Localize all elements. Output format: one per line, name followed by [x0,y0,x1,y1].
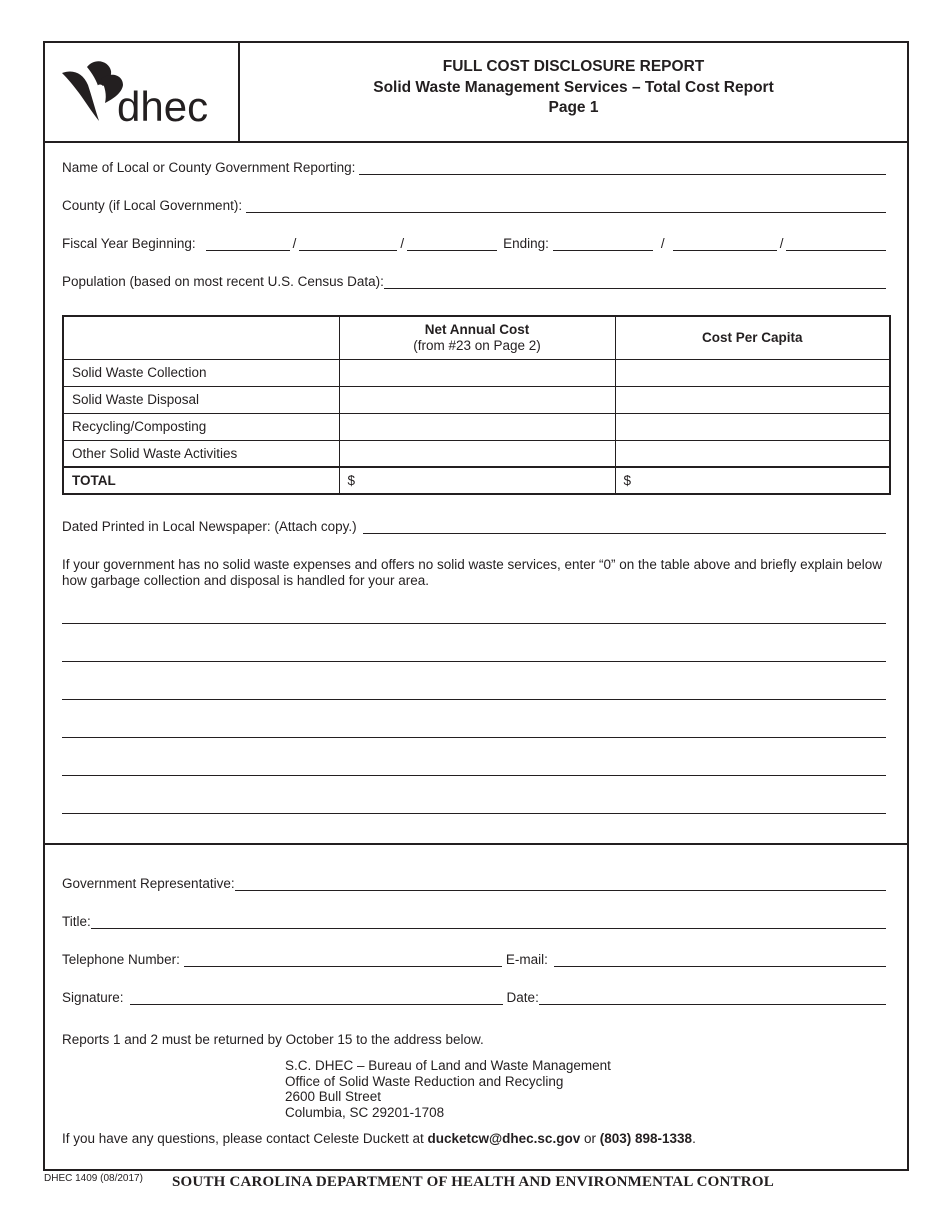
newspaper-row [62,516,886,534]
cost-per-capita-cell[interactable] [615,413,890,440]
agency-name: SOUTH CAROLINA DEPARTMENT OF HEALTH AND ENVIRONMENTAL CONTROL [172,1174,774,1190]
explanation-line[interactable] [62,699,886,700]
cost-per-capita-cell[interactable] [615,386,890,413]
contact-phone[interactable]: (803) 898-1338 [599,1131,693,1146]
table-row [63,413,890,440]
svg-text:dhec: dhec [117,83,209,125]
cost-per-capita-header: Cost Per Capita [615,316,890,359]
fiscal-ending-label: Ending: [503,236,549,251]
row-label: Other Solid Waste Activities [63,440,339,467]
net-annual-cost-cell[interactable] [339,386,615,413]
address-line: S.C. DHEC – Bureau of Land and Waste Management [285,1058,611,1073]
signature-date-row [62,987,886,1005]
representative-row [62,873,886,891]
explanation-line[interactable] [62,775,886,776]
fiscal-end-month-field[interactable] [553,237,653,251]
population-row [62,271,886,289]
table-row [63,386,890,413]
row-label: Recycling/Composting [63,413,339,440]
form-number: DHEC 1409 (08/2017) [44,1173,143,1184]
representative-label: Government Representative: [62,876,235,891]
address-line: Columbia, SC 29201-1708 [285,1104,445,1120]
telephone-field[interactable] [184,953,502,967]
county-row [62,195,886,213]
signature-label: Signature: [62,990,124,1005]
page-number: Page 1 [548,99,599,116]
report-title: FULL COST DISCLOSURE REPORT [442,58,705,75]
dhec-logo [59,59,224,125]
net-annual-cost-cell[interactable] [339,359,615,386]
explanation-line[interactable] [62,737,886,738]
fiscal-end-year-field[interactable] [786,237,886,251]
date-field[interactable] [539,991,886,1005]
total-label: TOTAL [63,467,339,494]
total-row [63,467,890,494]
row-label: Solid Waste Disposal [63,386,339,413]
table-row [63,440,890,467]
table-header-row [63,316,890,359]
net-annual-cost-header: Net Annual Cost (from #23 on Page 2) [339,316,615,359]
report-subtitle: Solid Waste Management Services – Total Cost Report [373,78,774,96]
explanation-line[interactable] [62,661,886,662]
population-label: Population (based on most recent U.S. Census Data): [62,274,384,289]
total-net-annual-cost-cell[interactable]: $ [339,467,615,494]
report-title-block [240,57,907,119]
form-header [45,43,907,143]
fiscal-begin-day-field[interactable] [299,237,397,251]
explanation-line[interactable] [62,623,886,624]
cost-per-capita-cell[interactable] [615,359,890,386]
title-label: Title: [62,914,91,929]
fiscal-begin-year-field[interactable] [407,237,497,251]
table-header-blank [63,316,339,359]
date-label: Date: [506,990,539,1005]
email-label: E-mail: [505,952,548,967]
total-cost-per-capita-cell[interactable]: $ [615,467,890,494]
instructions-text: If your government has no solid waste expenses and offers no solid waste services, enter “0” on the table above and briefly explain below how garbage collection and disposal is handled for your area. [62,557,882,588]
government-name-label: Name of Local or County Government Reporting: [62,160,356,175]
fiscal-year-row: Fiscal Year Beginning: / / Ending: / / [62,233,886,251]
county-label: County (if Local Government): [62,198,243,213]
telephone-label: Telephone Number: [62,952,180,967]
form-frame [43,41,909,1171]
fiscal-year-label: Fiscal Year Beginning: [62,236,196,251]
title-field[interactable] [91,915,886,929]
contact-info: If you have any questions, please contact Celeste Duckett at ducketcw@dhec.sc.gov or (803) 898-1338. [62,1131,696,1146]
section-divider [45,843,907,845]
county-field[interactable] [246,199,886,213]
net-annual-cost-cell[interactable] [339,440,615,467]
government-name-row [62,157,886,175]
address-line: Office of Solid Waste Reduction and Recycling [285,1073,564,1089]
address-line: 2600 Bull Street [285,1089,382,1104]
newspaper-label: Dated Printed in Local Newspaper: (Attach copy.) [62,519,357,534]
row-label: Solid Waste Collection [63,359,339,386]
population-field[interactable] [384,275,886,289]
fiscal-begin-month-field[interactable] [206,237,290,251]
mailing-address [285,1058,611,1120]
contact-email-link[interactable]: ducketcw@dhec.sc.gov [427,1131,581,1146]
email-field[interactable] [554,953,886,967]
cost-per-capita-cell[interactable] [615,440,890,467]
return-note: Reports 1 and 2 must be returned by October 15 to the address below. [62,1032,484,1047]
signature-field[interactable] [130,991,503,1005]
net-annual-cost-cell[interactable] [339,413,615,440]
newspaper-date-field[interactable] [363,520,886,534]
fiscal-end-day-field[interactable] [673,237,777,251]
government-name-field[interactable] [359,161,886,175]
table-row [63,359,890,386]
cost-table [62,315,891,495]
logo-cell [45,43,240,141]
representative-field[interactable] [235,877,886,891]
explanation-line[interactable] [62,813,886,814]
title-row [62,911,886,929]
dhec-leaf-icon [62,72,99,122]
telephone-email-row [62,949,886,967]
